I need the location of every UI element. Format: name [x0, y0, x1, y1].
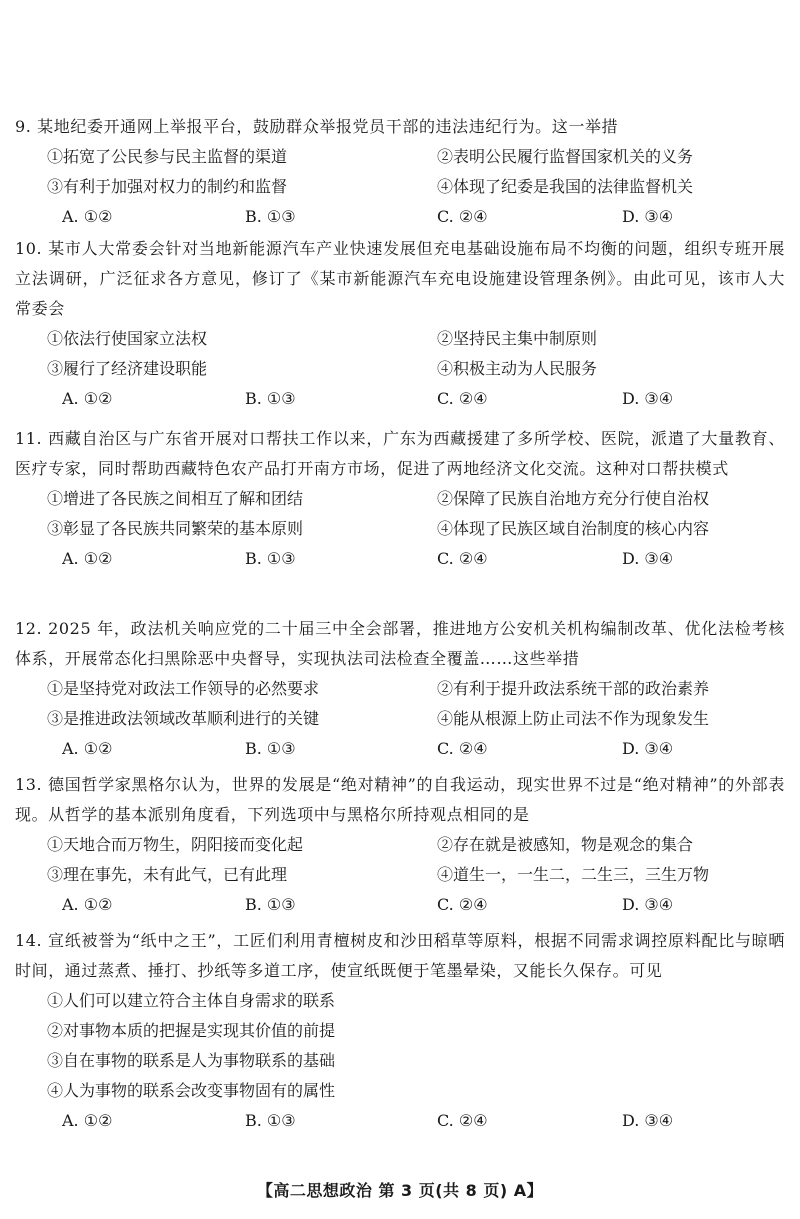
answer-a: A. ①②: [62, 389, 113, 408]
option-4: ④体现了民族区域自治制度的核心内容: [437, 519, 710, 538]
answer-a: A. ①②: [62, 1111, 113, 1130]
option-2: ②坚持民主集中制原则: [437, 329, 598, 348]
question-stem: 9. 某地纪委开通网上举报平台，鼓励群众举报党员干部的违法违纪行为。这一举措: [15, 117, 619, 136]
question-11: [0, 424, 800, 574]
option-1: ①拓宽了公民参与民主监督的渠道: [47, 147, 288, 166]
option-4: ④能从根源上防止司法不作为现象发生: [437, 709, 710, 728]
option-1: ①依法行使国家立法权: [47, 329, 208, 348]
answer-row: [0, 544, 800, 574]
option-2: ②表明公民履行监督国家机关的义务: [437, 147, 694, 166]
option-row: [0, 324, 800, 354]
answer-c: C. ②④: [437, 549, 488, 568]
option-3: ③有利于加强对权力的制约和监督: [47, 177, 288, 196]
question-stem: 10. 某市人大常委会针对当地新能源汽车产业快速发展但充电基础设施布局不均衡的问题，组织专班开展立法调研，广泛征求各方意见，修订了《某市新能源汽车充电设施建设管理条例》。由此可见，该市人大常委会: [15, 239, 785, 318]
option-row: [0, 354, 800, 384]
answer-a: A. ①②: [62, 895, 113, 914]
option-4: ④体现了纪委是我国的法律监督机关: [437, 177, 694, 196]
option-3: ③理在事先，未有此气，已有此理: [47, 865, 288, 884]
answer-d: D. ③④: [622, 739, 674, 758]
option-2: ②存在就是被感知，物是观念的集合: [437, 835, 694, 854]
question-12: [0, 614, 800, 764]
option-1: ①天地合而万物生，阴阳接而变化起: [47, 835, 304, 854]
page-footer: 【高二思想政治 第 3 页(共 8 页) A】: [256, 1181, 544, 1200]
answer-d: D. ③④: [622, 895, 674, 914]
question-9: [0, 112, 800, 232]
answer-row: [0, 1106, 800, 1136]
option-4: ④人为事物的联系会改变事物固有的属性: [47, 1081, 336, 1100]
answer-c: C. ②④: [437, 389, 488, 408]
answer-b: B. ①③: [245, 739, 296, 758]
option-row: [0, 484, 800, 514]
answer-c: C. ②④: [437, 1111, 488, 1130]
question-stem: 11. 西藏自治区与广东省开展对口帮扶工作以来，广东为西藏援建了多所学校、医院，派遣了大量教育、医疗专家，同时帮助西藏特色农产品打开南方市场，促进了两地经济文化交流。这种对口帮扶模式: [15, 429, 785, 478]
answer-c: C. ②④: [437, 739, 488, 758]
answer-b: B. ①③: [245, 207, 296, 226]
question-10: [0, 234, 800, 414]
option-row: [0, 172, 800, 202]
answer-c: C. ②④: [437, 207, 488, 226]
option-1: ①增进了各民族之间相互了解和团结: [47, 489, 304, 508]
answer-b: B. ①③: [245, 1111, 296, 1130]
answer-a: A. ①②: [62, 207, 113, 226]
question-stem: 12. 2025 年，政法机关响应党的二十届三中全会部署，推进地方公安机关机构编制改革、优化法检考核体系，开展常态化扫黑除恶中央督导，实现执法司法检查全覆盖……这些举措: [15, 619, 785, 668]
option-3: ③自在事物的联系是人为事物联系的基础: [47, 1051, 336, 1070]
answer-d: D. ③④: [622, 207, 674, 226]
option-row: [0, 142, 800, 172]
answer-row: [0, 384, 800, 414]
option-4: ④道生一，一生二，二生三，三生万物: [437, 865, 710, 884]
answer-d: D. ③④: [622, 389, 674, 408]
question-13: [0, 770, 800, 920]
option-1: ①人们可以建立符合主体自身需求的联系: [47, 991, 336, 1010]
option-row: [0, 860, 800, 890]
option-3: ③是推进政法领域改革顺利进行的关键: [47, 709, 320, 728]
option-row: [0, 674, 800, 704]
question-14: [0, 926, 800, 1136]
answer-a: A. ①②: [62, 739, 113, 758]
answer-row: [0, 734, 800, 764]
answer-c: C. ②④: [437, 895, 488, 914]
answer-b: B. ①③: [245, 549, 296, 568]
option-4: ④积极主动为人民服务: [437, 359, 598, 378]
option-row: [0, 514, 800, 544]
option-1: ①是坚持党对政法工作领导的必然要求: [47, 679, 320, 698]
question-stem: 13. 德国哲学家黑格尔认为，世界的发展是“绝对精神”的自我运动，现实世界不过是“绝对精神”的外部表现。从哲学的基本派别角度看，下列选项中与黑格尔所持观点相同的是: [15, 775, 785, 824]
option-2: ②有利于提升政法系统干部的政治素养: [437, 679, 710, 698]
option-3: ③履行了经济建设职能: [47, 359, 208, 378]
option-row: [0, 704, 800, 734]
answer-a: A. ①②: [62, 549, 113, 568]
answer-b: B. ①③: [245, 389, 296, 408]
option-3: ③彰显了各民族共同繁荣的基本原则: [47, 519, 304, 538]
answer-d: D. ③④: [622, 1111, 674, 1130]
answer-b: B. ①③: [245, 895, 296, 914]
option-row: [0, 830, 800, 860]
option-2: ②保障了民族自治地方充分行使自治权: [437, 489, 710, 508]
answer-d: D. ③④: [622, 549, 674, 568]
option-2: ②对事物本质的把握是实现其价值的前提: [47, 1021, 336, 1040]
answer-row: [0, 202, 800, 232]
answer-row: [0, 890, 800, 920]
question-stem: 14. 宣纸被誉为“纸中之王”，工匠们利用青檀树皮和沙田稻草等原料，根据不同需求调控原料配比与晾晒时间，通过蒸煮、捶打、抄纸等多道工序，使宣纸既便于笔墨晕染，又能长久保存。可见: [15, 931, 785, 980]
